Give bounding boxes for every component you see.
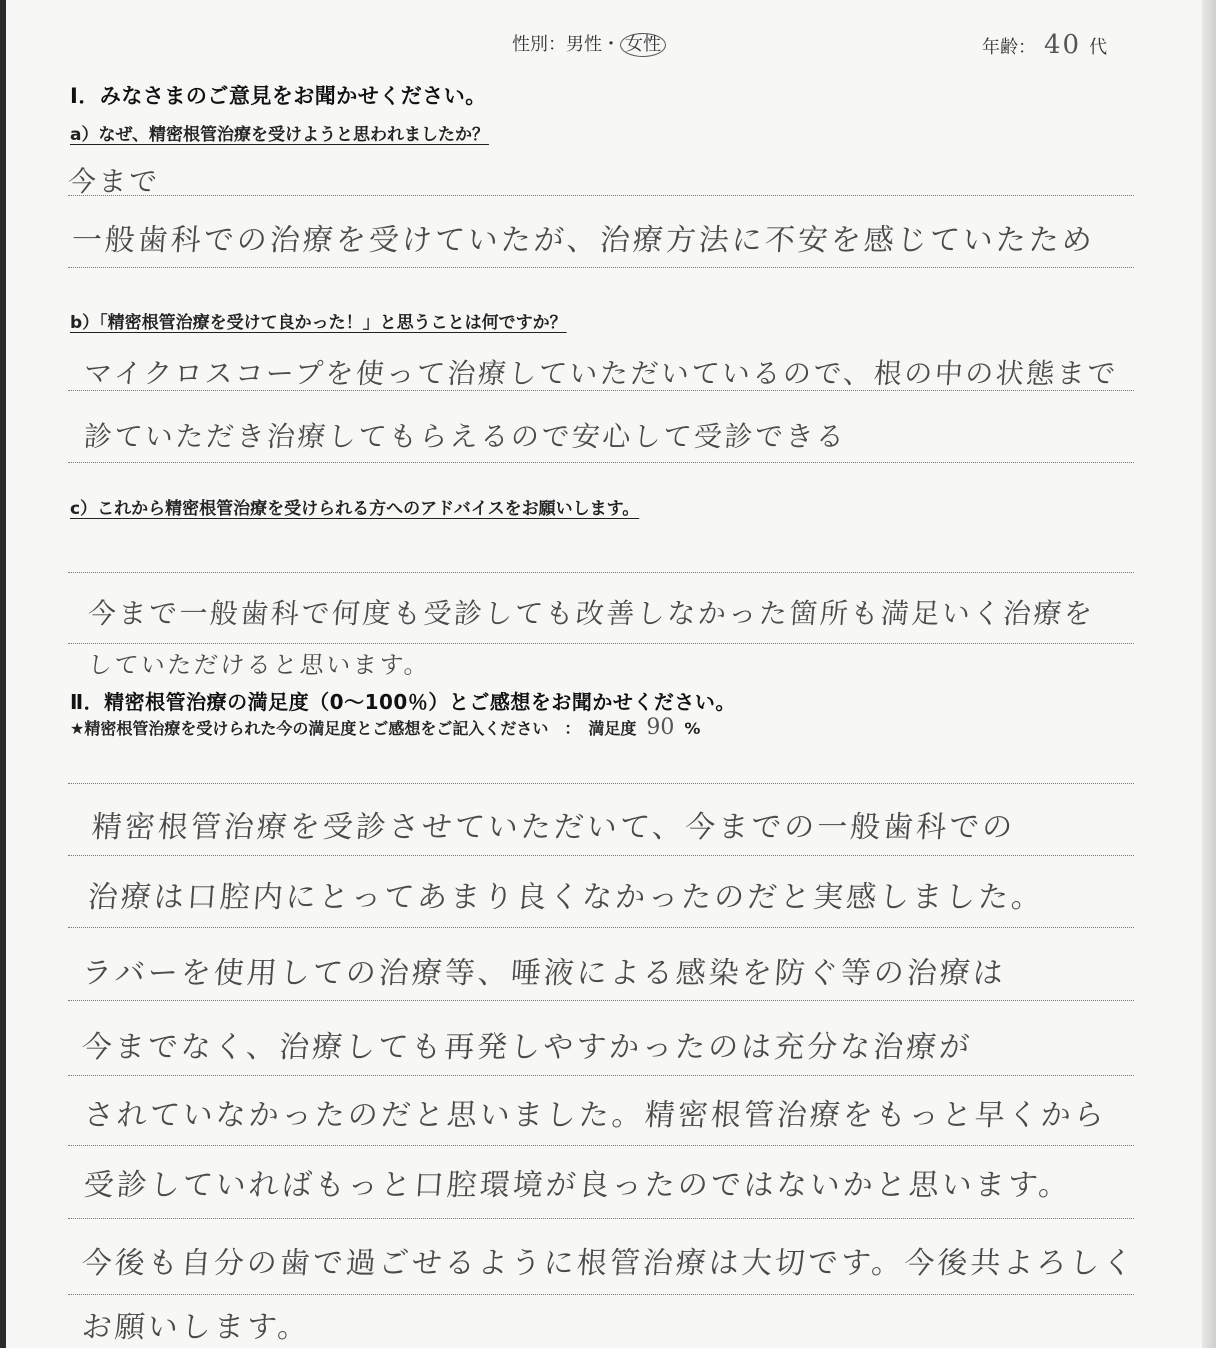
gender-field (512, 30, 666, 57)
satisfaction-prompt-text: ★精密根管治療を受けられた今の満足度とご感想をご記入ください ： 満足度 (70, 719, 637, 738)
answer-line (68, 1145, 1134, 1146)
question-c: c）これから精密根管治療を受けられる方へのアドバイスをお願いします。 (70, 499, 640, 519)
impression-line-7: 今後も自分の歯で過ごせるように根管治療は大切です。今後共よろしく (80, 1246, 1137, 1281)
satisfaction-value: 90 (646, 715, 675, 740)
satisfaction-unit: % (684, 719, 701, 738)
satisfaction-prompt (70, 715, 700, 740)
question-a: a）なぜ、精密根管治療を受けようと思われましたか？ (70, 125, 489, 145)
age-label: 年齢： (982, 37, 1036, 58)
age-value: 40 (1044, 30, 1082, 60)
section-2-title: Ⅱ．精密根管治療の満足度（0～100％）とご感想をお聞かせください。 (70, 690, 736, 714)
answer-line (68, 195, 1134, 196)
impression-line-2: 治療は口腔内にとってあまり良くなかったのだと実感しました。 (86, 880, 1046, 915)
answer-line (68, 783, 1134, 784)
answer-line (68, 1000, 1134, 1001)
answer-line (68, 267, 1134, 268)
gender-selected: 女性 (620, 33, 666, 57)
scan-edge-right (1202, 0, 1216, 1348)
impression-line-1: 精密根管治療を受診させていただいて、今までの一般歯科での (90, 810, 1017, 845)
answer-line (68, 927, 1134, 928)
answer-c-line-2: していただけると思います。 (86, 651, 432, 679)
age-suffix: 代 (1089, 37, 1108, 58)
age-field (982, 30, 1107, 60)
impression-line-4: 今までなく、治療しても再発しやすかったのは充分な治療が (80, 1030, 974, 1065)
impression-line-8: お願いします。 (80, 1310, 312, 1345)
answer-line (68, 572, 1134, 573)
answer-line (68, 1218, 1134, 1219)
answer-line (68, 462, 1134, 463)
answer-line (68, 855, 1134, 856)
answer-a-line-1: 今まで (66, 165, 161, 198)
impression-line-3: ラバーを使用しての治療等、唾液による感染を防ぐ等の治療は (80, 956, 1007, 991)
impression-line-5: されていなかったのだと思いました。精密根管治療をもっと早くから (82, 1098, 1108, 1133)
impression-line-6: 受診していればもっと口腔環境が良ったのではないかと思います。 (82, 1168, 1073, 1203)
answer-line (68, 1075, 1134, 1076)
answer-line (68, 390, 1134, 391)
answer-line (68, 643, 1134, 644)
answer-b-line-2: 診ていただき治療してもらえるので安心して受診できる (82, 420, 848, 453)
answer-c-line-1: 今まで一般歯科で何度も受診しても改善しなかった箇所も満足いく治療を (86, 597, 1096, 630)
answer-line (68, 1294, 1134, 1295)
question-b: b）「精密根管治療を受けて良かった！」と思うことは何ですか？ (70, 313, 567, 333)
answer-b-line-1: マイクロスコープを使って治療していただいているので、根の中の状態まで (82, 357, 1119, 390)
answer-a-line-2: 一般歯科での治療を受けていたが、治療方法に不安を感じていたため (70, 223, 1096, 258)
scan-edge-left (0, 0, 6, 1348)
gender-label: 性別：男性・ (512, 34, 620, 55)
section-1-title: Ⅰ．みなさまのご意見をお聞かせください。 (70, 84, 487, 108)
